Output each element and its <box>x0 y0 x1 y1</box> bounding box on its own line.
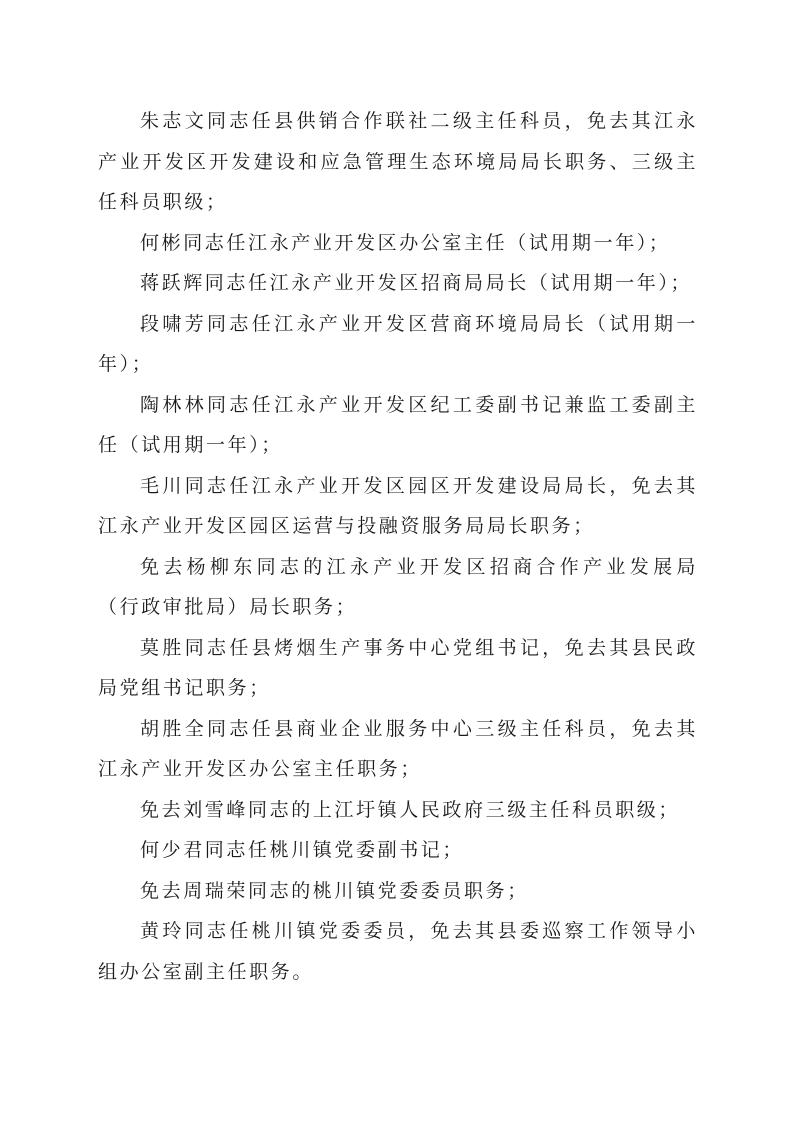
paragraph-huang-ling: 黄玲同志任桃川镇党委委员，免去其县委巡察工作领导小组办公室副主任职务。 <box>98 920 698 983</box>
paragraph-liu-xuefeng: 免去刘雪峰同志的上江圩镇人民政府三级主任科员职级； <box>140 798 681 821</box>
paragraph-zhu-zhiwen: 朱志文同志任县供销合作联社二级主任科员，免去其江永产业开发区开发建设和应急管理生态环境局局长职务、三级主任科员职级； <box>98 110 698 213</box>
paragraph-hu-shengquan: 胡胜全同志任县商业企业服务中心三级主任科员，免去其江永产业开发区办公室主任职务； <box>98 717 698 780</box>
paragraph-he-shaojun: 何少君同志任桃川镇党委副书记； <box>140 839 465 861</box>
paragraph-he-bin: 何彬同志任江永产业开发区办公室主任（试用期一年）； <box>140 231 671 254</box>
paragraph-zhou-ruirong: 免去周瑞荣同志的桃川镇党委委员职务； <box>140 879 529 902</box>
paragraph-mo-sheng: 莫胜同志任县烤烟生产事务中心党组书记，免去其县民政局党组书记职务； <box>98 636 698 699</box>
paragraph-duan-xiaofang: 段啸芳同志任江永产业开发区营商环境局局长（试用期一年）； <box>98 312 698 375</box>
paragraph-mao-chuan: 毛川同志任江永产业开发区园区开发建设局局长，免去其江永产业开发区园区运营与投融资服务局局长职务； <box>98 474 698 537</box>
paragraph-yang-liudong: 免去杨柳东同志的江永产业开发区招商合作产业发展局（行政审批局）局长职务； <box>98 555 698 618</box>
document-body <box>98 101 698 992</box>
paragraph-tao-linlin: 陶林林同志任江永产业开发区纪工委副书记兼监工委副主任（试用期一年）； <box>98 393 698 456</box>
paragraph-jiang-yuehui: 蒋跃辉同志任江永产业开发区招商局局长（试用期一年）； <box>140 272 693 294</box>
